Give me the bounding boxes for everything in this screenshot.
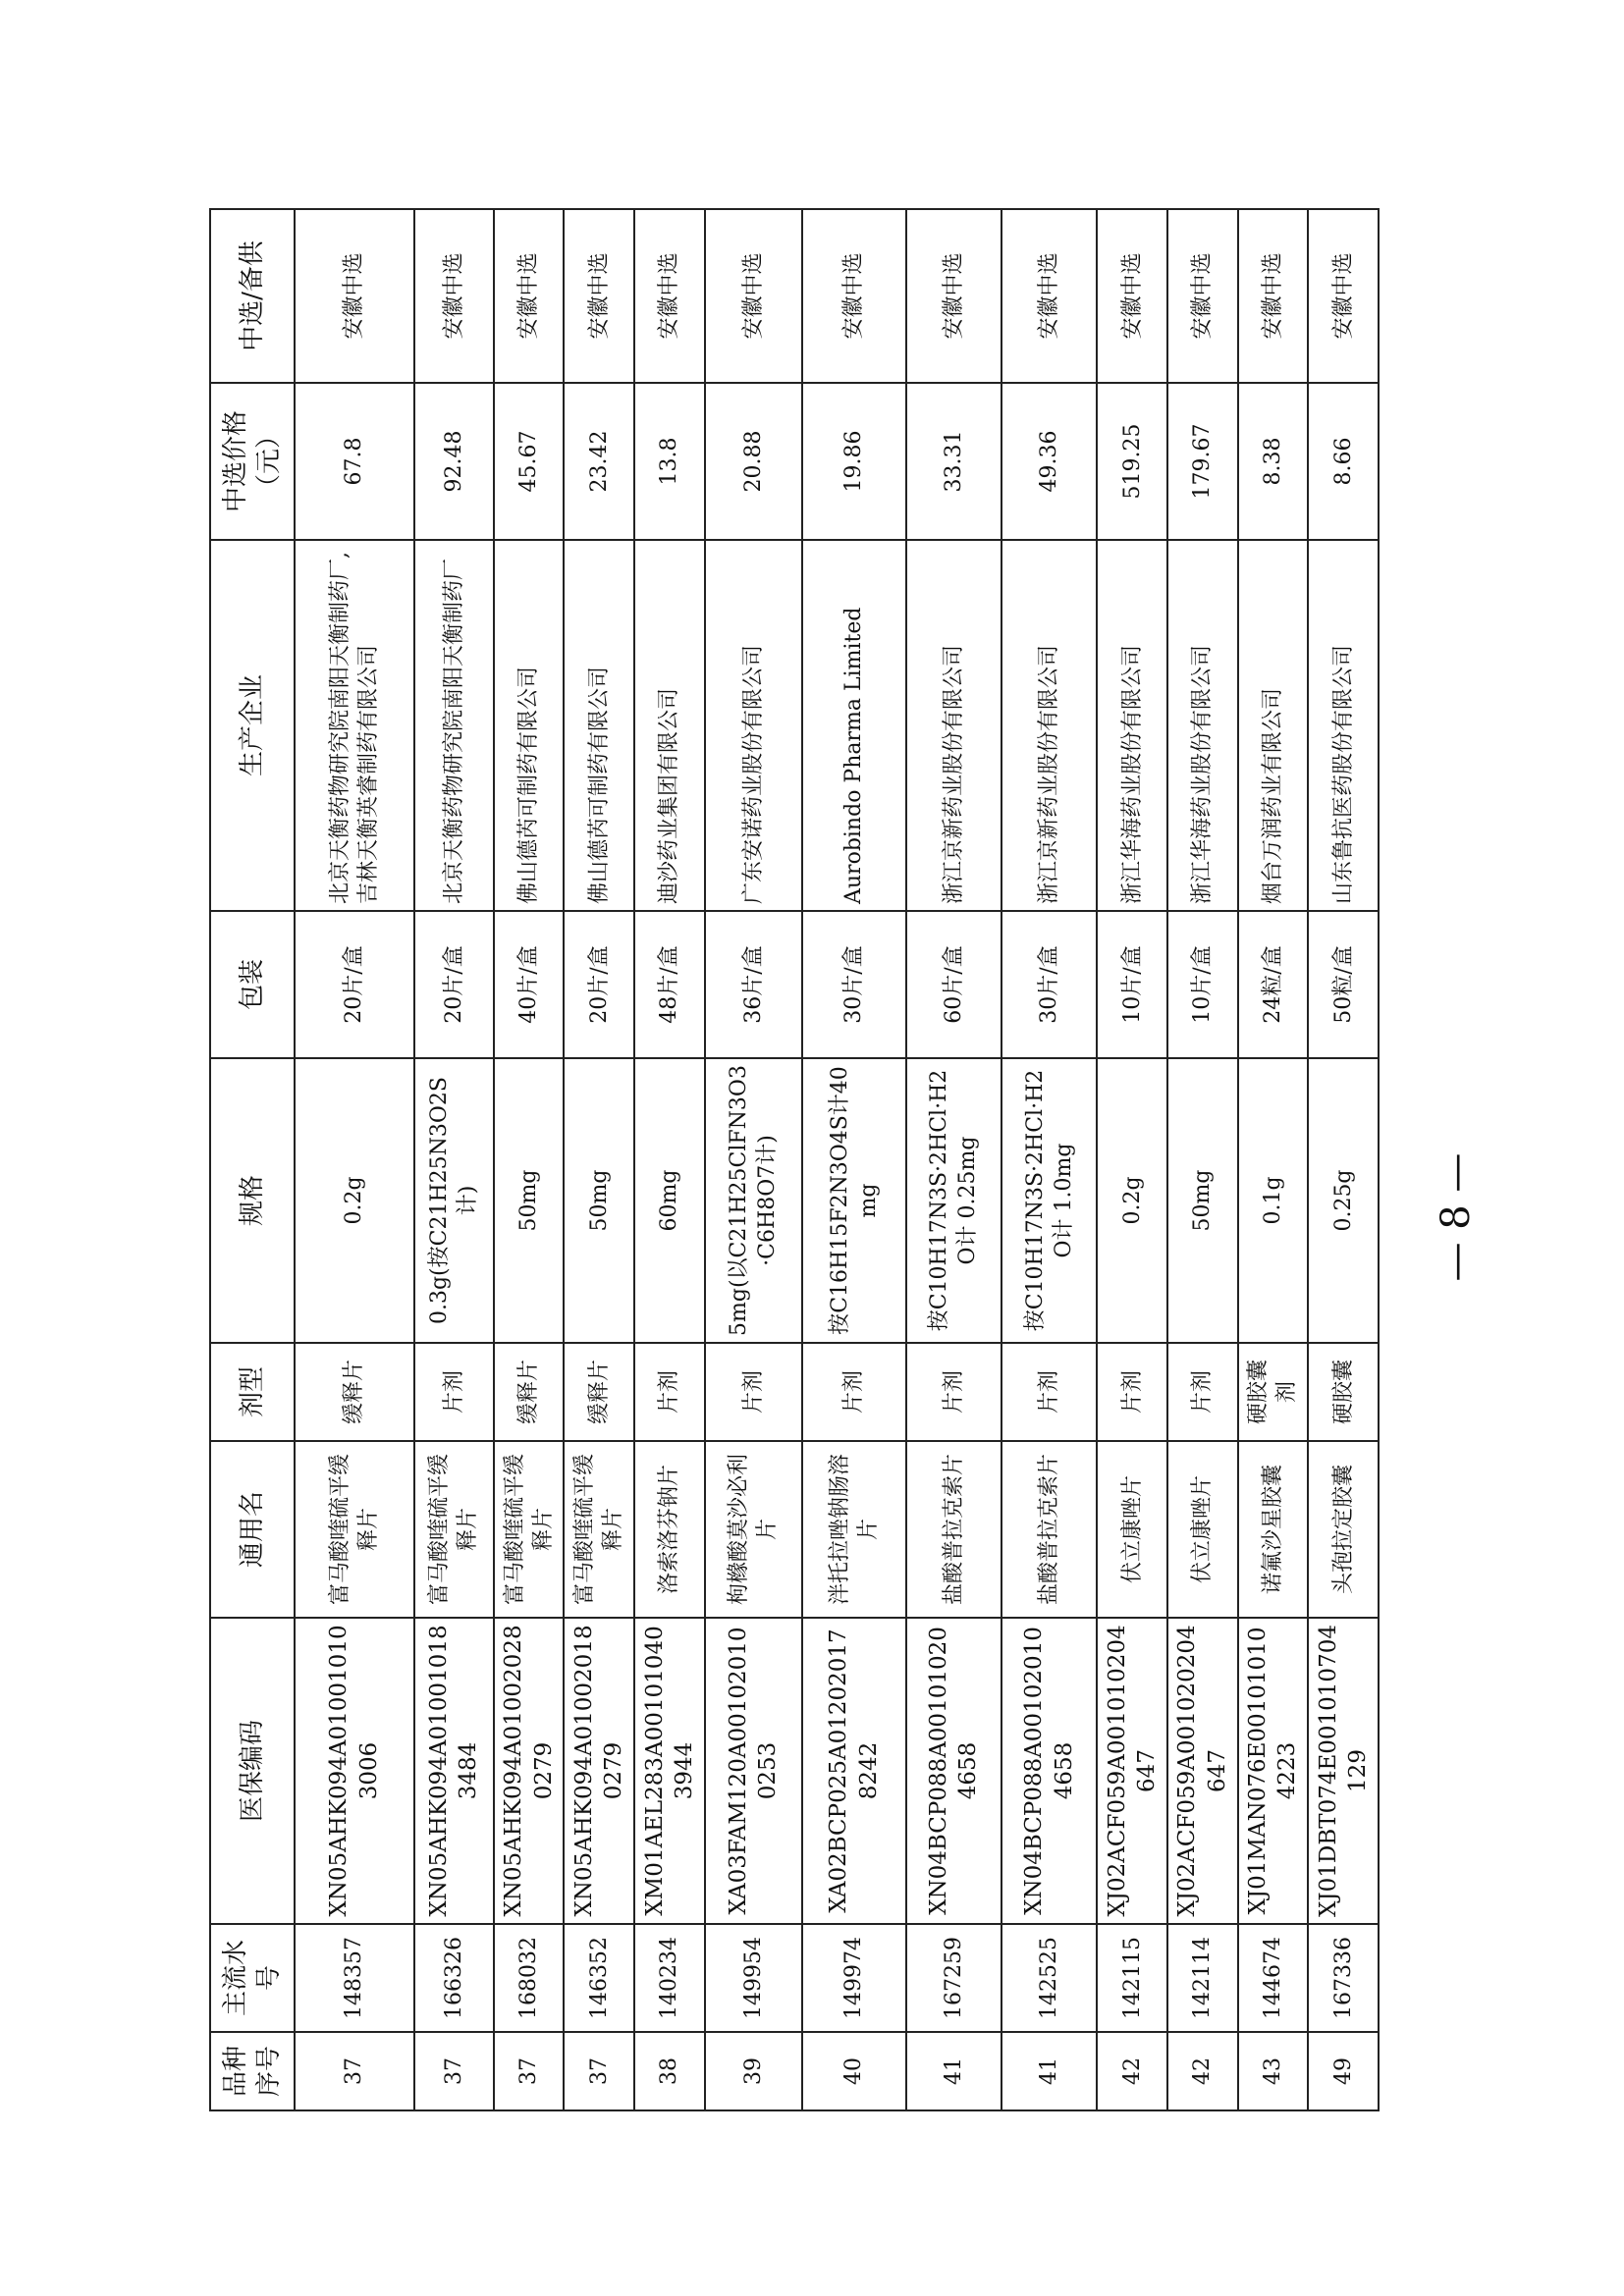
header-manufacturer: 生产企业 <box>210 540 295 911</box>
cell-dosage-form: 片剂 <box>802 1343 905 1441</box>
cell-price: 519.25 <box>1097 383 1167 540</box>
cell-insurance-code: XJ01MAN076E001010104223 <box>1238 1618 1309 1924</box>
cell-package: 10片/盒 <box>1097 911 1167 1058</box>
cell-serial: 140234 <box>634 1924 705 2032</box>
cell-dosage-form: 片剂 <box>1097 1343 1167 1441</box>
cell-specification: 按C10H17N3S·2HCl·H2O计 0.25mg <box>906 1058 1001 1343</box>
table-row <box>1167 209 1238 2110</box>
table-row <box>494 209 565 2110</box>
cell-insurance-code: XJ01DBT074E001010704129 <box>1308 1618 1379 1924</box>
cell-generic-name: 洛索洛芬钠片 <box>634 1441 705 1618</box>
header-package: 包装 <box>210 911 295 1058</box>
table-row <box>414 209 494 2110</box>
cell-package: 60片/盒 <box>906 911 1001 1058</box>
cell-serial: 149954 <box>705 1924 802 2032</box>
cell-generic-name: 头孢拉定胶囊 <box>1308 1441 1379 1618</box>
cell-manufacturer: 北京天衡药物研究院南阳天衡制药厂 <box>414 540 494 911</box>
cell-variety-no: 37 <box>295 2032 414 2110</box>
cell-variety-no: 37 <box>564 2032 634 2110</box>
cell-package: 48片/盒 <box>634 911 705 1058</box>
cell-dosage-form: 片剂 <box>705 1343 802 1441</box>
cell-insurance-code: XN05AHK094A010020280279 <box>494 1618 565 1924</box>
cell-package: 24粒/盒 <box>1238 911 1309 1058</box>
header-specification: 规格 <box>210 1058 295 1343</box>
cell-price: 92.48 <box>414 383 494 540</box>
cell-manufacturer: 广东安诺药业股份有限公司 <box>705 540 802 911</box>
procurement-table-rotated <box>209 210 1380 2111</box>
cell-variety-no: 41 <box>906 2032 1001 2110</box>
cell-price: 13.8 <box>634 383 705 540</box>
cell-status: 安徽中选 <box>705 209 802 383</box>
cell-serial: 142114 <box>1167 1924 1238 2032</box>
cell-package: 50粒/盒 <box>1308 911 1379 1058</box>
table-row <box>1238 209 1309 2110</box>
cell-manufacturer: Aurobindo Pharma Limited <box>802 540 905 911</box>
header-dosage-form: 剂型 <box>210 1343 295 1441</box>
cell-manufacturer: 北京天衡药物研究院南阳天衡制药厂,吉林天衡英睿制药有限公司 <box>295 540 414 911</box>
table-row <box>906 209 1001 2110</box>
cell-variety-no: 41 <box>1001 2032 1097 2110</box>
cell-variety-no: 42 <box>1167 2032 1238 2110</box>
cell-generic-name: 泮托拉唑钠肠溶片 <box>802 1441 905 1618</box>
header-price: 中选价格（元） <box>210 383 295 540</box>
cell-variety-no: 39 <box>705 2032 802 2110</box>
cell-generic-name: 诺氟沙星胶囊 <box>1238 1441 1309 1618</box>
cell-serial: 149974 <box>802 1924 905 2032</box>
cell-dosage-form: 硬胶囊 <box>1308 1343 1379 1441</box>
cell-package: 20片/盒 <box>414 911 494 1058</box>
cell-serial: 167336 <box>1308 1924 1379 2032</box>
cell-status: 安徽中选 <box>564 209 634 383</box>
cell-generic-name: 富马酸喹硫平缓释片 <box>414 1441 494 1618</box>
table-header-row <box>210 209 295 2110</box>
cell-price: 19.86 <box>802 383 905 540</box>
cell-status: 安徽中选 <box>906 209 1001 383</box>
cell-specification: 0.1g <box>1238 1058 1309 1343</box>
cell-manufacturer: 佛山德芮可制药有限公司 <box>494 540 565 911</box>
cell-dosage-form: 硬胶囊剂 <box>1238 1343 1309 1441</box>
cell-dosage-form: 片剂 <box>414 1343 494 1441</box>
cell-status: 安徽中选 <box>1167 209 1238 383</box>
cell-specification: 0.25g <box>1308 1058 1379 1343</box>
table-row <box>634 209 705 2110</box>
cell-price: 20.88 <box>705 383 802 540</box>
cell-package: 30片/盒 <box>802 911 905 1058</box>
cell-manufacturer: 浙江华海药业股份有限公司 <box>1097 540 1167 911</box>
cell-package: 36片/盒 <box>705 911 802 1058</box>
cell-price: 33.31 <box>906 383 1001 540</box>
cell-status: 安徽中选 <box>634 209 705 383</box>
cell-insurance-code: XN05AHK094A010010103006 <box>295 1618 414 1924</box>
cell-package: 30片/盒 <box>1001 911 1097 1058</box>
cell-package: 40片/盒 <box>494 911 565 1058</box>
cell-manufacturer: 迪沙药业集团有限公司 <box>634 540 705 911</box>
cell-status: 安徽中选 <box>494 209 565 383</box>
cell-generic-name: 盐酸普拉克索片 <box>906 1441 1001 1618</box>
table-row <box>802 209 905 2110</box>
cell-generic-name: 富马酸喹硫平缓释片 <box>295 1441 414 1618</box>
cell-status: 安徽中选 <box>1238 209 1309 383</box>
page-number-text: — 8 — <box>1434 1152 1479 1282</box>
cell-specification: 5mg(以C21H25ClFN3O3·C6H8O7计) <box>705 1058 802 1343</box>
cell-status: 安徽中选 <box>1001 209 1097 383</box>
cell-manufacturer: 浙江京新药业股份有限公司 <box>906 540 1001 911</box>
cell-dosage-form: 片剂 <box>1167 1343 1238 1441</box>
cell-insurance-code: XA02BCP025A012020178242 <box>802 1618 905 1924</box>
cell-generic-name: 伏立康唑片 <box>1167 1441 1238 1618</box>
cell-insurance-code: XA03FAM120A001020100253 <box>705 1618 802 1924</box>
cell-manufacturer: 浙江华海药业股份有限公司 <box>1167 540 1238 911</box>
cell-dosage-form: 片剂 <box>1001 1343 1097 1441</box>
cell-insurance-code: XM01AEL283A001010403944 <box>634 1618 705 1924</box>
cell-price: 23.42 <box>564 383 634 540</box>
table-row <box>705 209 802 2110</box>
table-row <box>1097 209 1167 2110</box>
cell-price: 45.67 <box>494 383 565 540</box>
cell-manufacturer: 山东鲁抗医药股份有限公司 <box>1308 540 1379 911</box>
cell-variety-no: 49 <box>1308 2032 1379 2110</box>
cell-dosage-form: 缓释片 <box>564 1343 634 1441</box>
cell-specification: 按C16H15F2N3O4S计40mg <box>802 1058 905 1343</box>
cell-status: 安徽中选 <box>295 209 414 383</box>
cell-price: 49.36 <box>1001 383 1097 540</box>
cell-serial: 148357 <box>295 1924 414 2032</box>
cell-dosage-form: 片剂 <box>906 1343 1001 1441</box>
header-insurance-code: 医保编码 <box>210 1618 295 1924</box>
cell-manufacturer: 佛山德芮可制药有限公司 <box>564 540 634 911</box>
cell-variety-no: 37 <box>494 2032 565 2110</box>
cell-package: 20片/盒 <box>564 911 634 1058</box>
cell-generic-name: 伏立康唑片 <box>1097 1441 1167 1618</box>
cell-serial: 146352 <box>564 1924 634 2032</box>
cell-price: 179.67 <box>1167 383 1238 540</box>
table-row <box>1001 209 1097 2110</box>
table-body <box>295 209 1379 2110</box>
cell-specification: 50mg <box>494 1058 565 1343</box>
cell-serial: 144674 <box>1238 1924 1309 2032</box>
header-serial: 主流水号 <box>210 1924 295 2032</box>
cell-generic-name: 盐酸普拉克索片 <box>1001 1441 1097 1618</box>
cell-insurance-code: XJ02ACF059A001020204647 <box>1167 1618 1238 1924</box>
cell-dosage-form: 片剂 <box>634 1343 705 1441</box>
cell-insurance-code: XN05AHK094A010010183484 <box>414 1618 494 1924</box>
cell-status: 安徽中选 <box>802 209 905 383</box>
cell-generic-name: 富马酸喹硫平缓释片 <box>564 1441 634 1618</box>
table-row <box>295 209 414 2110</box>
cell-dosage-form: 缓释片 <box>494 1343 565 1441</box>
procurement-table <box>209 208 1380 2111</box>
cell-status: 安徽中选 <box>414 209 494 383</box>
cell-specification: 50mg <box>564 1058 634 1343</box>
cell-serial: 166326 <box>414 1924 494 2032</box>
cell-manufacturer: 浙江京新药业股份有限公司 <box>1001 540 1097 911</box>
cell-variety-no: 40 <box>802 2032 905 2110</box>
cell-status: 安徽中选 <box>1097 209 1167 383</box>
header-generic-name: 通用名 <box>210 1441 295 1618</box>
cell-price: 67.8 <box>295 383 414 540</box>
cell-variety-no: 42 <box>1097 2032 1167 2110</box>
table-row <box>1308 209 1379 2110</box>
cell-specification: 按C10H17N3S·2HCl·H2O计 1.0mg <box>1001 1058 1097 1343</box>
cell-specification: 50mg <box>1167 1058 1238 1343</box>
cell-serial: 142525 <box>1001 1924 1097 2032</box>
cell-variety-no: 38 <box>634 2032 705 2110</box>
cell-variety-no: 43 <box>1238 2032 1309 2110</box>
cell-manufacturer: 烟台万润药业有限公司 <box>1238 540 1309 911</box>
cell-insurance-code: XJ02ACF059A001010204647 <box>1097 1618 1167 1924</box>
cell-variety-no: 37 <box>414 2032 494 2110</box>
cell-specification: 0.2g <box>295 1058 414 1343</box>
cell-serial: 167259 <box>906 1924 1001 2032</box>
page-number <box>1427 1119 1486 1315</box>
cell-serial: 142115 <box>1097 1924 1167 2032</box>
header-status: 中选/备供 <box>210 209 295 383</box>
cell-specification: 0.2g <box>1097 1058 1167 1343</box>
cell-dosage-form: 缓释片 <box>295 1343 414 1441</box>
cell-package: 10片/盒 <box>1167 911 1238 1058</box>
cell-status: 安徽中选 <box>1308 209 1379 383</box>
cell-package: 20片/盒 <box>295 911 414 1058</box>
cell-serial: 168032 <box>494 1924 565 2032</box>
cell-generic-name: 富马酸喹硫平缓释片 <box>494 1441 565 1618</box>
cell-specification: 0.3g(按C21H25N3O2S计) <box>414 1058 494 1343</box>
cell-insurance-code: XN04BCP088A001010204658 <box>906 1618 1001 1924</box>
cell-insurance-code: XN05AHK094A010020180279 <box>564 1618 634 1924</box>
cell-price: 8.66 <box>1308 383 1379 540</box>
cell-insurance-code: XN04BCP088A001020104658 <box>1001 1618 1097 1924</box>
cell-price: 8.38 <box>1238 383 1309 540</box>
cell-generic-name: 枸橼酸莫沙必利片 <box>705 1441 802 1618</box>
header-variety-no: 品种序号 <box>210 2032 295 2110</box>
table-row <box>564 209 634 2110</box>
cell-specification: 60mg <box>634 1058 705 1343</box>
